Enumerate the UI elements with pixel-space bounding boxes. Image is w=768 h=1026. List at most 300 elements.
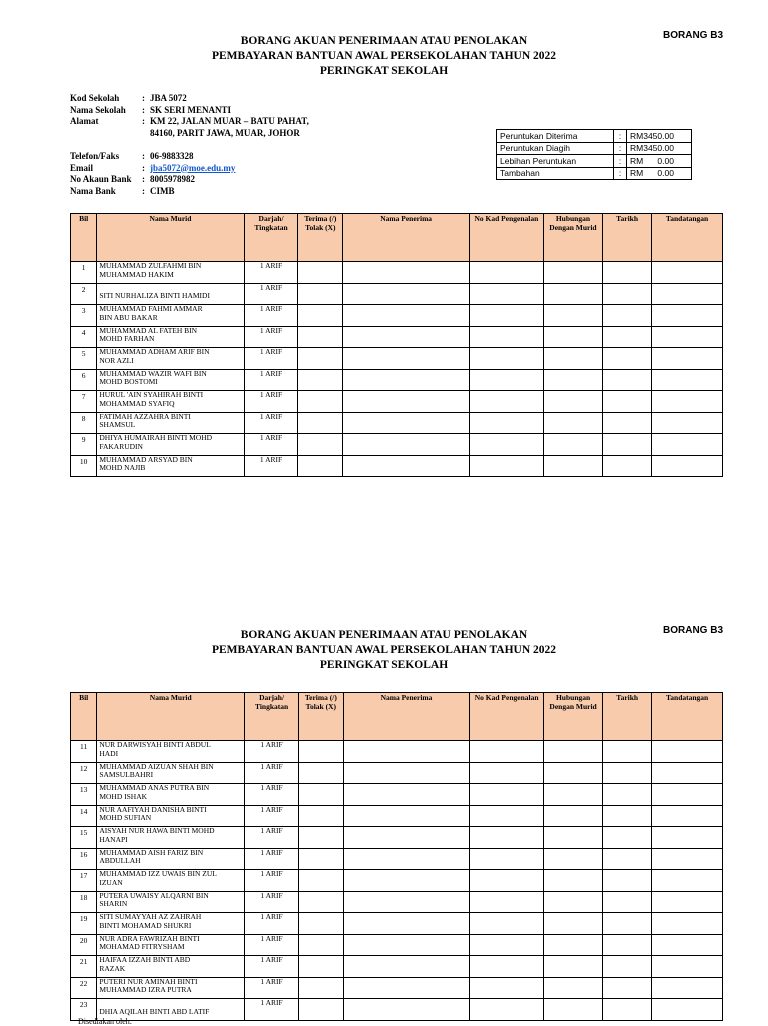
student-class: 1 ARIF xyxy=(245,784,299,806)
date-cell[interactable] xyxy=(603,326,652,348)
allocation-row: Tambahan : RM 0.00 xyxy=(497,167,692,180)
student-name-line: NUR DARWISYAH BINTI ABDUL xyxy=(99,740,211,749)
accept-reject-cell[interactable] xyxy=(298,741,343,763)
row-number: 12 xyxy=(71,762,97,784)
student-name xyxy=(97,305,244,327)
student-name-line: FAKARUDIN xyxy=(99,441,143,451)
relationship-cell[interactable] xyxy=(543,934,602,956)
student-name xyxy=(97,262,244,284)
date-cell[interactable] xyxy=(603,412,652,434)
relationship-cell[interactable] xyxy=(543,434,602,456)
table-row xyxy=(71,870,723,892)
student-name-line: SAMSULBAHRI xyxy=(99,770,154,779)
email-link[interactable]: jba5072@moe.edu.my xyxy=(150,162,236,173)
info-row: Nama Sekolah : SK SERI MENANTI xyxy=(70,104,232,115)
student-name-line: HANAPI xyxy=(99,834,128,844)
accept-reject-cell[interactable] xyxy=(298,784,343,806)
accept-reject-cell[interactable] xyxy=(298,891,343,913)
recipient-name-cell[interactable] xyxy=(343,412,470,434)
student-class: 1 ARIF xyxy=(245,870,299,892)
info-label: Alamat xyxy=(70,116,99,126)
ic-number-cell[interactable] xyxy=(470,870,544,892)
student-name-line: MOHD ISHAK xyxy=(99,791,148,801)
table-row xyxy=(71,913,723,935)
student-name xyxy=(97,977,245,999)
column-header: Tarikh xyxy=(603,693,652,741)
relationship-cell[interactable] xyxy=(543,827,602,849)
relationship-cell[interactable] xyxy=(543,326,602,348)
student-class: 1 ARIF xyxy=(244,305,298,327)
student-class: 1 ARIF xyxy=(245,805,299,827)
student-name-line: MUHAMMAD AIZUAN SHAH BIN xyxy=(99,761,214,771)
student-name xyxy=(97,369,244,391)
ic-number-cell[interactable] xyxy=(470,455,544,477)
student-name-line: PUTERI NUR AMINAH BINTI xyxy=(99,976,198,986)
date-cell[interactable] xyxy=(603,455,652,477)
student-class: 1 ARIF xyxy=(244,434,298,456)
date-cell[interactable] xyxy=(603,762,652,784)
signature-cell[interactable] xyxy=(652,391,723,413)
info-row: Alamat : KM 22, JALAN MUAR – BATU PAHAT, xyxy=(70,116,309,126)
table-header-row xyxy=(71,693,723,741)
table-row xyxy=(71,369,723,391)
date-cell[interactable] xyxy=(603,870,652,892)
allocation-label: Peruntukan Diterima xyxy=(497,130,614,143)
table-row xyxy=(71,455,723,477)
ic-number-cell[interactable] xyxy=(470,977,544,999)
accept-reject-cell[interactable] xyxy=(298,348,343,370)
ic-number-cell[interactable] xyxy=(470,283,544,305)
ic-number-cell[interactable] xyxy=(470,434,544,456)
allocation-row: Peruntukan Diagih : RM3450.00 xyxy=(497,142,692,155)
ic-number-cell[interactable] xyxy=(470,741,544,763)
table-row xyxy=(71,934,723,956)
signature-cell[interactable] xyxy=(652,891,723,913)
accept-reject-cell[interactable] xyxy=(298,283,343,305)
relationship-cell[interactable] xyxy=(543,262,602,284)
signature-cell[interactable] xyxy=(652,434,723,456)
accept-reject-cell[interactable] xyxy=(298,977,343,999)
ic-number-cell[interactable] xyxy=(470,805,544,827)
relationship-cell[interactable] xyxy=(543,283,602,305)
signature-cell[interactable] xyxy=(652,305,723,327)
date-cell[interactable] xyxy=(603,741,652,763)
ic-number-cell[interactable] xyxy=(470,412,544,434)
date-cell[interactable] xyxy=(603,956,652,978)
ic-number-cell[interactable] xyxy=(470,956,544,978)
date-cell[interactable] xyxy=(603,934,652,956)
date-cell[interactable] xyxy=(603,262,652,284)
student-name xyxy=(97,848,245,870)
accept-reject-cell[interactable] xyxy=(298,913,343,935)
table-row xyxy=(71,348,723,370)
accept-reject-cell[interactable] xyxy=(298,762,343,784)
date-cell[interactable] xyxy=(603,827,652,849)
recipient-name-cell[interactable] xyxy=(343,391,470,413)
row-number: 4 xyxy=(71,326,97,348)
accept-reject-cell[interactable] xyxy=(298,827,343,849)
column-header: Bil xyxy=(71,693,97,741)
recipient-name-cell[interactable] xyxy=(343,805,470,827)
signature-cell[interactable] xyxy=(652,412,723,434)
accept-reject-cell[interactable] xyxy=(298,805,343,827)
table-row xyxy=(71,999,723,1021)
recipient-name-cell[interactable] xyxy=(343,891,470,913)
student-name-line: MUHAMMAD ARSYAD BIN xyxy=(99,454,193,464)
accept-reject-cell[interactable] xyxy=(298,999,343,1021)
allocation-label: Tambahan xyxy=(497,167,614,180)
student-name-line: DHIYA HUMAIRAH BINTI MOHD xyxy=(99,433,213,442)
accept-reject-cell[interactable] xyxy=(298,326,343,348)
allocation-row: Peruntukan Diterima : RM3450.00 xyxy=(497,130,692,143)
student-class: 1 ARIF xyxy=(245,956,299,978)
table-body xyxy=(71,262,723,477)
recipient-name-cell[interactable] xyxy=(343,934,470,956)
relationship-cell[interactable] xyxy=(543,913,602,935)
row-number: 11 xyxy=(71,741,97,763)
signature-cell[interactable] xyxy=(652,262,723,284)
column-header: Hubungan Dengan Murid xyxy=(543,214,602,262)
student-name xyxy=(97,891,245,913)
student-name xyxy=(97,784,245,806)
student-name-line: MUHAMMAD IZZ UWAIS BIN ZUL xyxy=(99,869,217,878)
title-line-1: BORANG AKUAN PENERIMAAN ATAU PENOLAKAN xyxy=(240,629,528,641)
date-cell[interactable] xyxy=(603,348,652,370)
date-cell[interactable] xyxy=(603,369,652,391)
recipient-name-cell[interactable] xyxy=(343,326,470,348)
row-number: 5 xyxy=(71,348,97,370)
signature-cell[interactable] xyxy=(652,455,723,477)
relationship-cell[interactable] xyxy=(543,369,602,391)
accept-reject-cell[interactable] xyxy=(298,391,343,413)
column-header: Terima (/) Tolak (X) xyxy=(298,693,343,741)
row-number: 1 xyxy=(71,262,97,284)
table-row xyxy=(71,977,723,999)
date-cell[interactable] xyxy=(603,977,652,999)
student-name-line: MOHD FARHAN xyxy=(99,334,155,343)
student-name xyxy=(97,455,244,477)
student-class: 1 ARIF xyxy=(245,913,299,935)
recipient-name-cell[interactable] xyxy=(343,977,470,999)
recipient-name-cell[interactable] xyxy=(343,348,470,370)
student-name-line: NUR ADRA FAWRIZAH BINTI xyxy=(99,933,200,943)
relationship-cell[interactable] xyxy=(543,741,602,763)
row-number: 3 xyxy=(71,305,97,327)
row-number: 13 xyxy=(71,784,97,806)
recipient-name-cell[interactable] xyxy=(343,827,470,849)
student-name xyxy=(97,827,245,849)
school-info xyxy=(70,93,309,197)
recipient-name-cell[interactable] xyxy=(343,762,470,784)
student-name-line: NOR AZLI xyxy=(99,355,134,365)
accept-reject-cell[interactable] xyxy=(298,305,343,327)
signature-cell[interactable] xyxy=(652,913,723,935)
ic-number-cell[interactable] xyxy=(470,762,544,784)
signature-cell[interactable] xyxy=(652,977,723,999)
student-name xyxy=(97,913,245,935)
student-name xyxy=(97,326,244,348)
recipient-name-cell[interactable] xyxy=(343,784,470,806)
signature-cell[interactable] xyxy=(652,283,723,305)
student-name xyxy=(97,762,245,784)
row-number: 2 xyxy=(71,283,97,305)
student-name xyxy=(97,934,245,956)
column-header: Nama Penerima xyxy=(343,214,470,262)
info-value: JBA 5072 xyxy=(150,93,187,103)
signature-cell[interactable] xyxy=(652,805,723,827)
info-row xyxy=(70,128,309,140)
table-row xyxy=(71,784,723,806)
recipient-name-cell[interactable] xyxy=(343,305,470,327)
student-name-line: BIN ABU BAKAR xyxy=(99,312,158,322)
table-header-row xyxy=(71,214,723,262)
student-name-line: HADI xyxy=(99,748,119,758)
student-name-line: DHIA AQILAH BINTI ABD LATIF xyxy=(99,1006,210,1016)
student-class: 1 ARIF xyxy=(244,326,298,348)
recipient-name-cell[interactable] xyxy=(343,848,470,870)
student-name xyxy=(97,391,244,413)
table-row xyxy=(71,434,723,456)
signature-cell[interactable] xyxy=(652,848,723,870)
student-class: 1 ARIF xyxy=(244,348,298,370)
student-name xyxy=(97,741,245,763)
info-label: Telefon/Faks xyxy=(70,151,120,161)
signature-cell[interactable] xyxy=(652,999,723,1021)
info-row: Email : jba5072@moe.edu.my xyxy=(70,162,236,173)
student-class: 1 ARIF xyxy=(244,369,298,391)
column-header: Darjah/ Tingkatan xyxy=(245,693,299,741)
signature-cell[interactable] xyxy=(652,827,723,849)
ic-number-cell[interactable] xyxy=(470,848,544,870)
info-label xyxy=(70,128,142,140)
row-number: 6 xyxy=(71,369,97,391)
column-header: Nama Penerima xyxy=(343,693,470,741)
info-label: Email xyxy=(70,162,94,173)
student-class: 1 ARIF xyxy=(244,283,298,305)
relationship-cell[interactable] xyxy=(543,455,602,477)
accept-reject-cell[interactable] xyxy=(298,369,343,391)
ic-number-cell[interactable] xyxy=(470,391,544,413)
table-row xyxy=(71,412,723,434)
recipient-name-cell[interactable] xyxy=(343,283,470,305)
column-header: No Kad Pengenalan xyxy=(470,693,544,741)
recipient-name-cell[interactable] xyxy=(343,369,470,391)
student-name-line: IZUAN xyxy=(99,877,123,887)
row-number: 7 xyxy=(71,391,97,413)
relationship-cell[interactable] xyxy=(543,391,602,413)
table-row xyxy=(71,762,723,784)
signature-cell[interactable] xyxy=(652,348,723,370)
recipient-name-cell[interactable] xyxy=(343,262,470,284)
student-name-line: ABDULLAH xyxy=(99,856,141,865)
accept-reject-cell[interactable] xyxy=(298,848,343,870)
recipient-name-cell[interactable] xyxy=(343,999,470,1021)
info-row: Telefon/Faks : 06-9883328 xyxy=(70,151,194,161)
student-name-line: MUHAMMAD ANAS PUTRA BIN xyxy=(99,783,210,792)
column-header: Bil xyxy=(71,214,97,262)
accept-reject-cell[interactable] xyxy=(298,934,343,956)
date-cell[interactable] xyxy=(603,999,652,1021)
relationship-cell[interactable] xyxy=(543,784,602,806)
relationship-cell[interactable] xyxy=(543,412,602,434)
relationship-cell[interactable] xyxy=(543,977,602,999)
ic-number-cell[interactable] xyxy=(470,891,544,913)
date-cell[interactable] xyxy=(603,784,652,806)
accept-reject-cell[interactable] xyxy=(298,412,343,434)
student-name-line: MOHD SUFIAN xyxy=(99,813,152,822)
student-name xyxy=(97,348,244,370)
student-name-line: MUHAMMAD AL FATEH BIN xyxy=(99,325,198,335)
date-cell[interactable] xyxy=(603,805,652,827)
student-class: 1 ARIF xyxy=(245,999,299,1021)
info-label: Kod Sekolah xyxy=(70,93,120,103)
table-row xyxy=(71,805,723,827)
relationship-cell[interactable] xyxy=(543,805,602,827)
student-name xyxy=(97,283,244,305)
student-table-page-2 xyxy=(70,692,723,1021)
date-cell[interactable] xyxy=(603,283,652,305)
recipient-name-cell[interactable] xyxy=(343,956,470,978)
info-value: 8005978982 xyxy=(150,174,195,184)
student-name-line: AISYAH NUR HAWA BINTI MOHD xyxy=(99,826,215,835)
student-table-page-1 xyxy=(70,213,723,477)
table-row xyxy=(71,262,723,284)
table-row xyxy=(71,891,723,913)
row-number: 20 xyxy=(71,934,97,956)
student-name-line: SHARIN xyxy=(99,899,128,908)
recipient-name-cell[interactable] xyxy=(343,870,470,892)
signature-cell[interactable] xyxy=(652,784,723,806)
student-name-line: MUHAMMAD FAHMI AMMAR xyxy=(99,304,203,313)
title-line-3: PERINGKAT SEKOLAH xyxy=(319,65,449,77)
student-name-line: MOHD NAJIB xyxy=(99,463,146,472)
student-name-line: NUR AAFIYAH DANISHA BINTI xyxy=(99,804,207,814)
allocation-label: Lebihan Peruntukan xyxy=(497,155,614,168)
student-name-line: MUHAMMAD WAZIR WAFI BIN xyxy=(99,368,207,378)
row-number: 10 xyxy=(71,455,97,477)
recipient-name-cell[interactable] xyxy=(343,455,470,477)
column-header: Terima (/) Tolak (X) xyxy=(298,214,343,262)
recipient-name-cell[interactable] xyxy=(343,913,470,935)
signature-cell[interactable] xyxy=(652,762,723,784)
student-name-line: MOHD BOSTOMI xyxy=(99,377,158,386)
table-row xyxy=(71,305,723,327)
relationship-cell[interactable] xyxy=(543,848,602,870)
title-line-2: PEMBAYARAN BANTUAN AWAL PERSEKOLAHAN TAHUN 2022 xyxy=(211,644,557,656)
accept-reject-cell[interactable] xyxy=(298,956,343,978)
ic-number-cell[interactable] xyxy=(470,913,544,935)
column-header: Nama Murid xyxy=(97,693,245,741)
column-header: Nama Murid xyxy=(97,214,244,262)
ic-number-cell[interactable] xyxy=(470,784,544,806)
student-name-line: RAZAK xyxy=(99,963,126,973)
student-class: 1 ARIF xyxy=(245,762,299,784)
ic-number-cell[interactable] xyxy=(470,305,544,327)
relationship-cell[interactable] xyxy=(543,348,602,370)
row-number: 21 xyxy=(71,956,97,978)
relationship-cell[interactable] xyxy=(543,891,602,913)
table-row xyxy=(71,827,723,849)
table-row xyxy=(71,741,723,763)
student-name-line: FATIMAH AZZAHRA BINTI xyxy=(99,411,191,421)
student-name-line: MOHAMAD FITRYSHAM xyxy=(99,942,185,951)
table-body xyxy=(71,741,723,1021)
student-class: 1 ARIF xyxy=(245,891,299,913)
signature-cell[interactable] xyxy=(652,741,723,763)
student-name-line: MUHAMMAD AISH FARIZ BIN xyxy=(99,847,204,857)
student-class: 1 ARIF xyxy=(245,741,299,763)
student-name-line: MOHAMMAD SYAFIQ xyxy=(99,398,175,408)
info-label: No Akaun Bank xyxy=(70,174,132,184)
ic-number-cell[interactable] xyxy=(470,934,544,956)
table-row xyxy=(71,391,723,413)
info-row: Nama Bank : CIMB xyxy=(70,185,175,196)
signature-cell[interactable] xyxy=(652,326,723,348)
allocation-value: RM 0.00 xyxy=(627,167,692,180)
accept-reject-cell[interactable] xyxy=(298,434,343,456)
ic-number-cell[interactable] xyxy=(470,326,544,348)
ic-number-cell[interactable] xyxy=(470,369,544,391)
student-class: 1 ARIF xyxy=(245,977,299,999)
recipient-name-cell[interactable] xyxy=(343,741,470,763)
student-name-line: HURUL 'AIN SYAHIRAH BINTI xyxy=(99,390,204,399)
relationship-cell[interactable] xyxy=(543,999,602,1021)
signature-cell[interactable] xyxy=(652,956,723,978)
student-name-line: HAIFAA IZZAH BINTI ABD xyxy=(99,955,191,964)
student-name-line: MUHAMMAD ZULFAHMI BIN xyxy=(99,261,202,270)
relationship-cell[interactable] xyxy=(543,762,602,784)
form-code: BORANG B3 xyxy=(663,625,724,636)
ic-number-cell[interactable] xyxy=(470,827,544,849)
student-class: 1 ARIF xyxy=(245,848,299,870)
row-number: 14 xyxy=(71,805,97,827)
ic-number-cell[interactable] xyxy=(470,999,544,1021)
title-line-3: PERINGKAT SEKOLAH xyxy=(319,659,449,671)
signature-cell[interactable] xyxy=(652,934,723,956)
date-cell[interactable] xyxy=(603,848,652,870)
relationship-cell[interactable] xyxy=(543,870,602,892)
student-name-line: SITI SUMAYYAH AZ ZAHRAH xyxy=(99,912,202,921)
signature-cell[interactable] xyxy=(652,369,723,391)
date-cell[interactable] xyxy=(603,391,652,413)
accept-reject-cell[interactable] xyxy=(298,455,343,477)
row-number: 23 xyxy=(71,999,97,1021)
accept-reject-cell[interactable] xyxy=(298,870,343,892)
recipient-name-cell[interactable] xyxy=(343,434,470,456)
signature-cell[interactable] xyxy=(652,870,723,892)
ic-number-cell[interactable] xyxy=(470,262,544,284)
date-cell[interactable] xyxy=(603,913,652,935)
date-cell[interactable] xyxy=(603,305,652,327)
date-cell[interactable] xyxy=(603,891,652,913)
info-row: Kod Sekolah : JBA 5072 xyxy=(70,93,187,103)
relationship-cell[interactable] xyxy=(543,305,602,327)
column-header: No Kad Pengenalan xyxy=(470,214,544,262)
student-class: 1 ARIF xyxy=(245,827,299,849)
student-name xyxy=(97,956,245,978)
student-name-line: PUTERA UWAISY ALQARNI BIN xyxy=(99,890,209,900)
column-header: Tarikh xyxy=(603,214,652,262)
info-label: Nama Bank xyxy=(70,185,116,196)
allocation-value: RM3450.00 xyxy=(627,130,692,143)
date-cell[interactable] xyxy=(603,434,652,456)
accept-reject-cell[interactable] xyxy=(298,262,343,284)
info-value: KM 22, JALAN MUAR – BATU PAHAT, xyxy=(150,116,309,126)
column-header: Darjah/ Tingkatan xyxy=(244,214,298,262)
form-title xyxy=(0,628,768,673)
ic-number-cell[interactable] xyxy=(470,348,544,370)
relationship-cell[interactable] xyxy=(543,956,602,978)
